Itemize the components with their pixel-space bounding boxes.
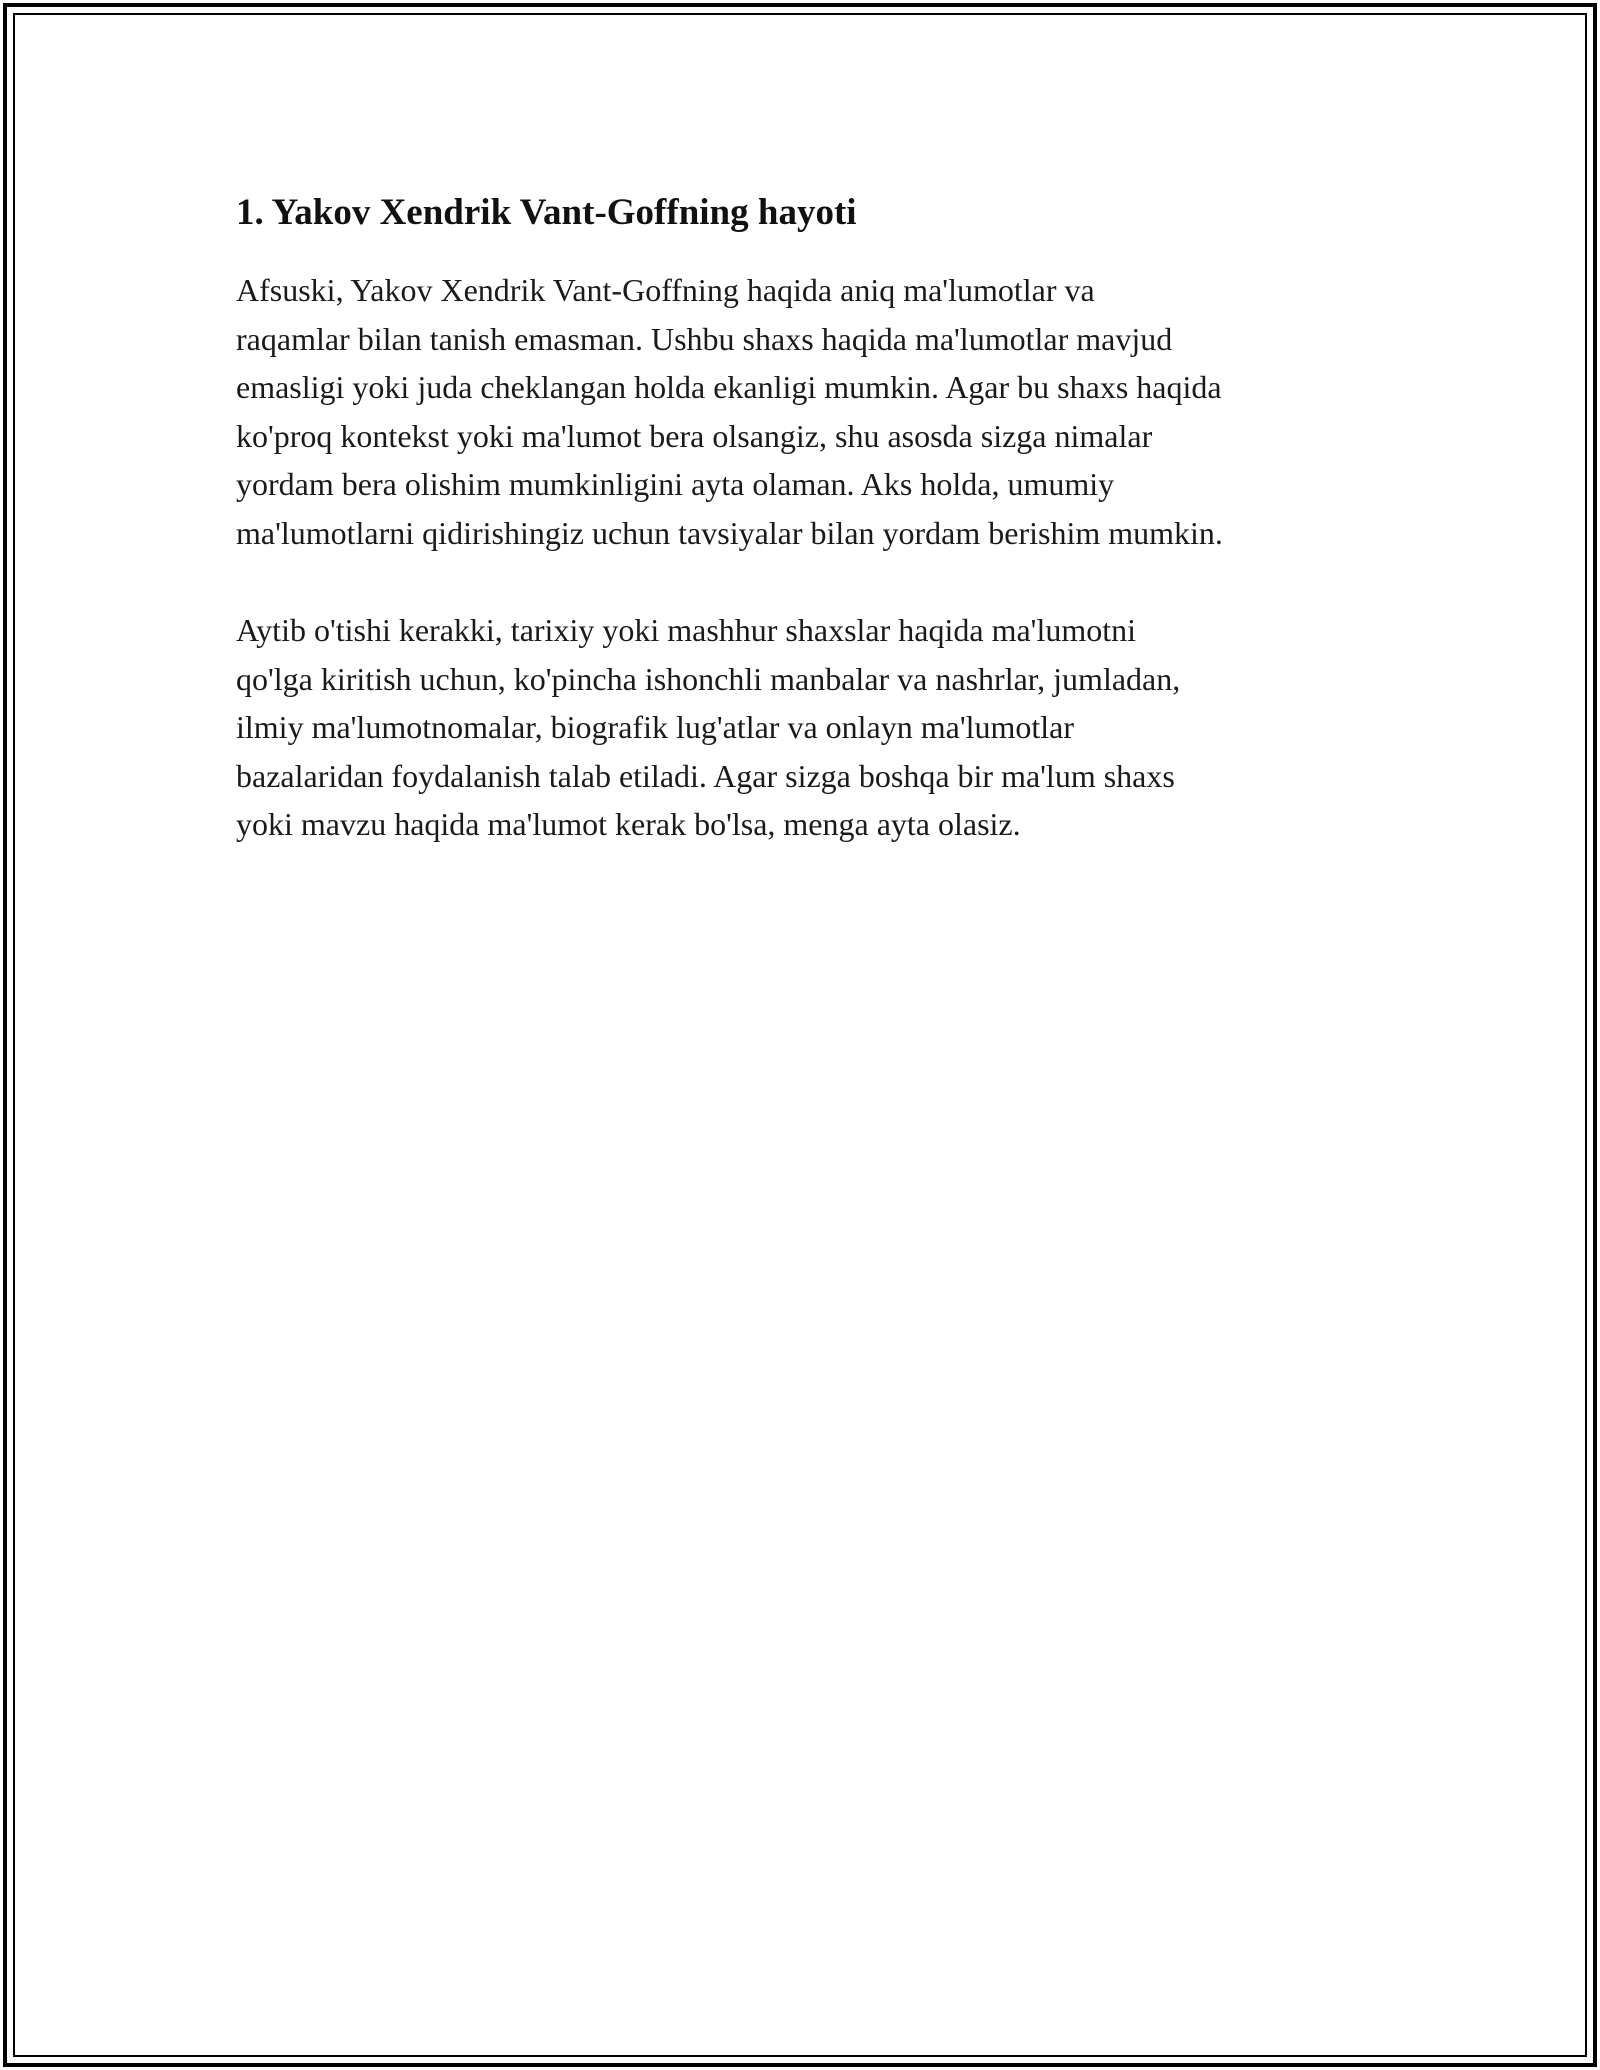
paragraph-line: yoki mavzu haqida ma'lumot kerak bo'lsa, menga ayta olasiz. [236, 806, 1021, 842]
paragraph-line: ilmiy ma'lumotnomalar, biografik lug'atlar va onlayn ma'lumotlar [236, 709, 1075, 745]
paragraph-line: qo'lga kiritish uchun, ko'pincha ishonchli manbalar va nashrlar, jumladan, [236, 660, 1181, 697]
paragraph-1 [236, 266, 1376, 557]
paragraph-line: Aytib o'tishi kerakki, tarixiy yoki mashhur shaxslar haqida ma'lumotni [236, 612, 1136, 648]
paragraph-line: raqamlar bilan tanish emasman. Ushbu shaxs haqida ma'lumotlar mavjud [236, 320, 1173, 357]
section-heading: 1. Yakov Xendrik Vant-Goffning hayoti [236, 192, 857, 233]
paragraph-line: ma'lumotlarni qidirishingiz uchun tavsiyalar bilan yordam berishim mumkin. [236, 514, 1223, 551]
paragraph-line: Afsuski, Yakov Xendrik Vant-Goffning haqida aniq ma'lumotlar va [236, 272, 1095, 308]
paragraph-line: ko'proq kontekst yoki ma'lumot bera olsangiz, shu asosda sizga nimalar [236, 417, 1153, 454]
paragraph-2 [236, 606, 1376, 849]
paragraph-line: bazalaridan foydalanish talab etiladi. Agar sizga boshqa bir ma'lum shaxs [236, 757, 1175, 794]
paragraph-line: yordam bera olishim mumkinligini ayta olaman. Aks holda, umumiy [236, 466, 1115, 502]
paragraph-line: emasligi yoki juda cheklangan holda ekanligi mumkin. Agar bu shaxs haqida [236, 369, 1222, 405]
document-body [236, 186, 1376, 898]
